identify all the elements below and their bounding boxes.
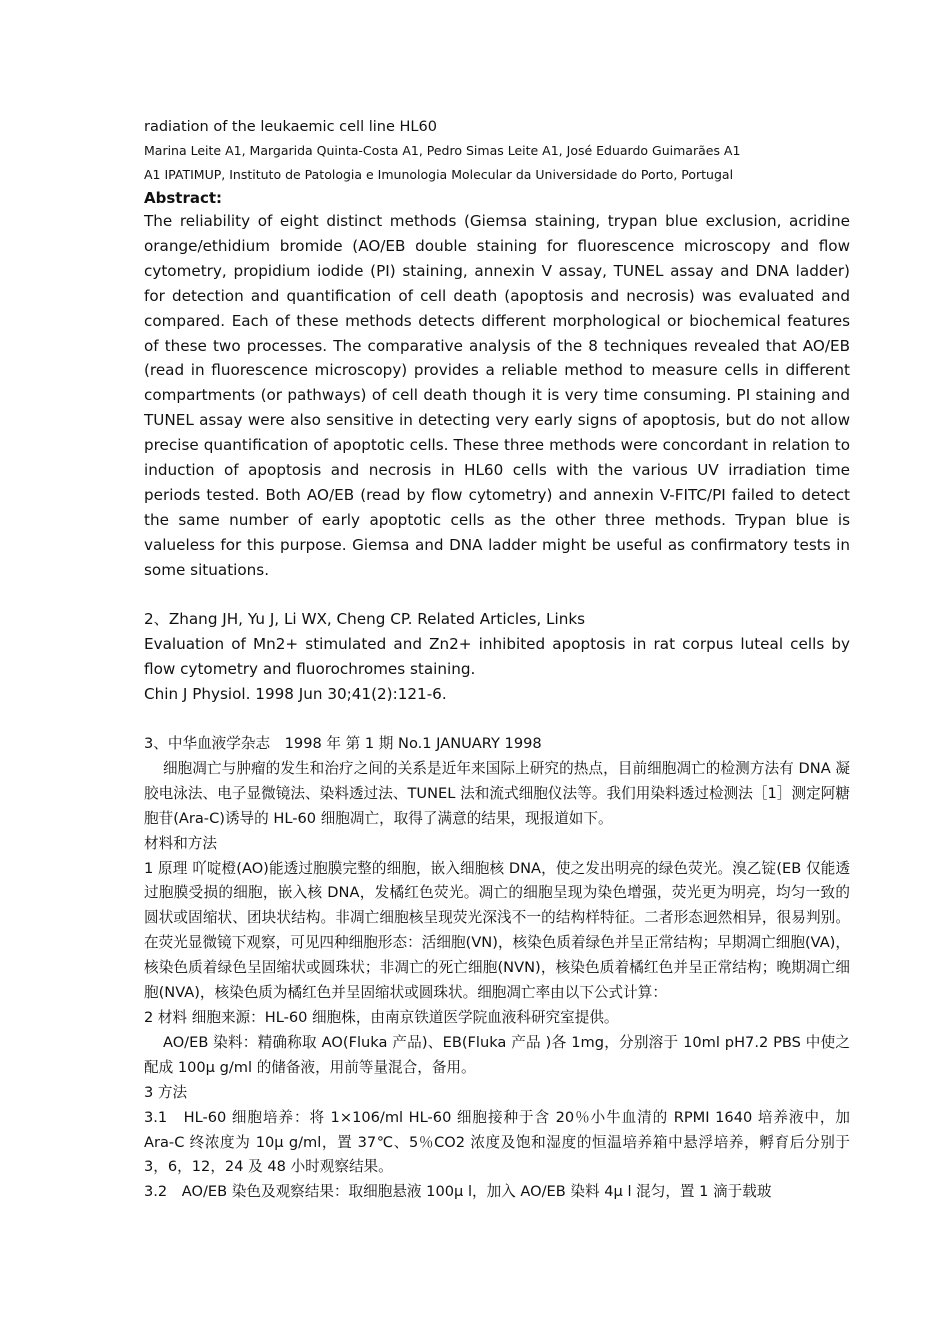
paper3-section-title: 材料和方法 xyxy=(144,834,217,852)
paper2-title: Evaluation of Mn2+ stimulated and Zn2+ inhibited apoptosis in rat corpus luteal cells by flow cytometry and fluorochromes staining. xyxy=(144,635,850,679)
paper3-intro: 细胞凋亡与肿瘤的发生和治疗之间的关系是近年来国际上研究的热点，目前细胞凋亡的检测方法有 DNA 凝胶电泳法、电子显微镜法、染料透过法、TUNEL 法和流式细胞仪法等。我们用染料透过检测法［1］测定阿糖胞苷(Ara-C)诱导的 HL-60 细胞凋亡，取得了满意的结果，现报道如下。 xyxy=(144,759,850,827)
paper1-affiliation: A1 IPATIMUP, Instituto de Patologia e Imunologia Molecular da Universidade do Porto, Portugal xyxy=(144,167,734,182)
paper2-header: 2、Zhang JH, Yu J, Li WX, Cheng CP. Related Articles, Links xyxy=(144,610,586,629)
paper3-method-3-2: 3.2 AO/EB 染色及观察结果：取细胞悬液 100μ l，加入 AO/EB 染料 4μ l 混匀，置 1 滴于载玻 xyxy=(144,1183,772,1201)
paper3-methods: 3 方法 xyxy=(144,1083,188,1101)
paper1-title: radiation of the leukaemic cell line HL60 xyxy=(144,119,437,135)
spacer xyxy=(144,707,850,732)
paper1-authors: Marina Leite A1, Margarida Quinta-Costa A1, Pedro Simas Leite A1, José Eduardo Guimarães A1 xyxy=(144,143,741,158)
paper3-section xyxy=(144,732,850,1205)
document-page xyxy=(144,112,850,1205)
spacer xyxy=(144,583,850,608)
paper3-principle: 1 原理 吖啶橙(AO)能透过胞膜完整的细胞，嵌入细胞核 DNA，使之发出明亮的绿色荧光。溴乙锭(EB 仅能透过胞膜受损的细胞，嵌入核 DNA，发橘红色荧光。凋亡的细胞呈现为染色增强，荧光更为明亮，均匀一致的圆状或固缩状、团块状结构。非凋亡细胞核呈现荧光深浅不一的结构样特征。二者形态迥然相异，很易判别。在荧光显微镜下观察，可见四种细胞形态：活细胞(VN)，核染色质着绿色并呈正常结构；早期凋亡细胞(VA)，核染色质着绿色呈固缩状或圆珠状；非凋亡的死亡细胞(NVN)，核染色质着橘红色并呈正常结构；晚期凋亡细胞(NVA)，核染色质为橘红色并呈固缩状或圆珠状。细胞凋亡率由以下公式计算： xyxy=(144,859,850,1002)
paper3-materials: 2 材料 细胞来源：HL-60 细胞株，由南京铁道医学院血液科研究室提供。 xyxy=(144,1008,619,1026)
abstract-label: Abstract: xyxy=(144,189,223,207)
abstract-text: The reliability of eight distinct methods (Giemsa staining, trypan blue exclusion, acridine orange/ethidium bromide (AO/EB double staining for fluorescence microscopy and flow cytometry, propidium iodide (PI) staining, annexin V assay, TUNEL assay and DNA ladder) for detection and quantification of cell death (apoptosis and necrosis) was evaluated and compared. Each of these methods detects different morphological or biochemical features of these two processes. The comparative analysis of the 8 techniques revealed that AO/EB (read in fluorescence microscopy) provides a reliable method to measure cells in different compartments (or pathways) of cell death though it is very time consuming. PI staining and TUNEL assay were also sensitive in detecting very early signs of apoptosis, but do not allow precise quantification of apoptotic cells. These three methods were concordant in relation to induction of apoptosis and necrosis in HL60 cells with the various UV irradiation time periods tested. Both AO/EB (read by flow cytometry) and annexin V-FITC/PI failed to detect the same number of early apoptotic cells as the other three methods. Trypan blue is valueless for this purpose. Giemsa and DNA ladder might be useful as confirmatory tests in some situations. xyxy=(144,212,850,579)
paper2-citation: Chin J Physiol. 1998 Jun 30;41(2):121-6. xyxy=(144,685,447,704)
paper3-header: 3、中华血液学杂志 1998 年 第 1 期 No.1 JANUARY 1998 xyxy=(144,735,542,752)
paper3-aoeb: AO/EB 染料：精确称取 AO(Fluka 产品)、EB(Fluka 产品 )各 1mg，分别溶于 10ml pH7.2 PBS 中使之配成 100μ g/ml 的储备液，用前等量混合，备用。 xyxy=(144,1033,850,1076)
paper3-method-3-1: 3.1 HL-60 细胞培养：将 1×106/ml HL-60 细胞接种于含 20％小牛血清的 RPMI 1640 培养液中，加 Ara-C 终浓度为 10μ g/ml，置 37℃、5％CO2 浓度及饱和湿度的恒温培养箱中悬浮培养，孵育后分别于 3，6，12，24 及 48 小时观察结果。 xyxy=(144,1108,850,1176)
